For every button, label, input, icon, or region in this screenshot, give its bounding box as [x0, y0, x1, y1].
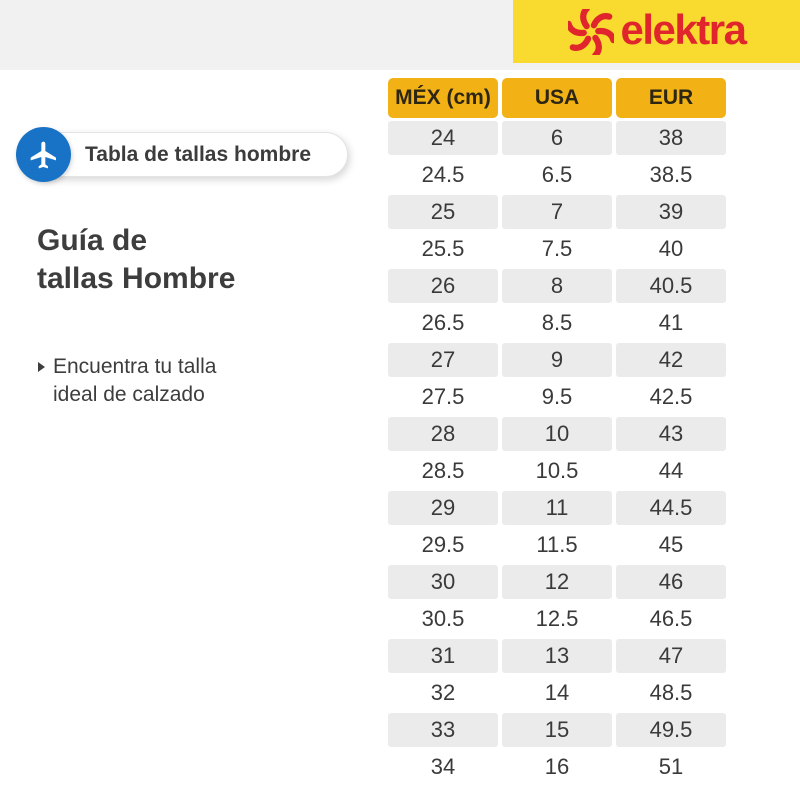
- brand-name: elektra: [620, 5, 746, 53]
- page-title: [37, 222, 235, 298]
- table-cell: 43: [616, 417, 726, 451]
- table-row: [388, 158, 726, 192]
- size-table: [388, 78, 726, 787]
- header-cell-eur: EUR: [616, 78, 726, 118]
- bullet-item: [38, 353, 216, 409]
- table-row: [388, 713, 726, 747]
- table-cell: 51: [658, 754, 684, 779]
- bullet-text: [53, 353, 216, 409]
- table-cell: 46: [616, 565, 726, 599]
- table-cell: 49.5: [616, 713, 726, 747]
- table-cell: 29.5: [421, 532, 465, 557]
- table-cell: 30: [388, 565, 498, 599]
- table-cell: 40.5: [616, 269, 726, 303]
- table-cell: 42: [616, 343, 726, 377]
- table-cell: 8.5: [541, 310, 573, 335]
- table-row: [388, 121, 726, 155]
- table-row: [388, 565, 726, 599]
- table-row: [388, 269, 726, 303]
- table-cell: 24.5: [421, 162, 465, 187]
- table-cell: 39: [616, 195, 726, 229]
- table-cell: 29: [388, 491, 498, 525]
- table-row: [388, 343, 726, 377]
- table-cell: 48.5: [649, 680, 693, 705]
- table-cell: 46.5: [649, 606, 693, 631]
- table-cell: 26.5: [421, 310, 465, 335]
- table-cell: 15: [502, 713, 612, 747]
- table-cell: 34: [430, 754, 456, 779]
- table-cell: 7: [502, 195, 612, 229]
- table-cell: 26: [388, 269, 498, 303]
- table-cell: 7.5: [541, 236, 573, 261]
- size-badge-pill: [30, 132, 348, 177]
- table-row: [388, 528, 726, 562]
- page-title-line2: tallas Hombre: [37, 262, 236, 295]
- table-row: [388, 454, 726, 488]
- table-cell: 27.5: [421, 384, 465, 409]
- table-row: [388, 417, 726, 451]
- page-title-line1: Guía de: [37, 224, 148, 257]
- table-cell: 40: [658, 236, 684, 261]
- table-cell: 6.5: [541, 162, 573, 187]
- bullet-text-line1: Encuentra tu talla: [53, 355, 217, 378]
- size-table-body: [388, 121, 726, 784]
- table-cell: 12.5: [535, 606, 579, 631]
- table-cell: 6: [502, 121, 612, 155]
- table-cell: 27: [388, 343, 498, 377]
- table-cell: 30.5: [421, 606, 465, 631]
- table-cell: 31: [388, 639, 498, 673]
- table-row: [388, 195, 726, 229]
- table-cell: 44: [658, 458, 684, 483]
- badge-label: Tabla de tallas hombre: [85, 142, 312, 166]
- table-cell: 11: [502, 491, 612, 525]
- table-cell: 8: [502, 269, 612, 303]
- table-row: [388, 232, 726, 266]
- table-cell: 45: [658, 532, 684, 557]
- pinwheel-icon: [568, 9, 614, 55]
- table-cell: 38.5: [649, 162, 693, 187]
- table-cell: 16: [544, 754, 570, 779]
- table-cell: 32: [430, 680, 456, 705]
- table-cell: 28.5: [421, 458, 465, 483]
- brand-logo-band: [513, 0, 800, 63]
- header-cell-mex: MÉX (cm): [388, 78, 498, 118]
- table-row: [388, 602, 726, 636]
- table-cell: 42.5: [649, 384, 693, 409]
- table-cell: 38: [616, 121, 726, 155]
- table-row: [388, 491, 726, 525]
- table-cell: 13: [502, 639, 612, 673]
- table-cell: 10.5: [535, 458, 579, 483]
- table-row: [388, 750, 726, 784]
- table-row: [388, 676, 726, 710]
- airplane-badge: [16, 127, 71, 182]
- table-cell: 24: [388, 121, 498, 155]
- bullet-text-line2: ideal de calzado: [53, 383, 205, 406]
- table-cell: 9.5: [541, 384, 573, 409]
- table-cell: 44.5: [616, 491, 726, 525]
- table-cell: 9: [502, 343, 612, 377]
- table-cell: 25.5: [421, 236, 465, 261]
- table-row: [388, 380, 726, 414]
- airplane-icon: [28, 139, 60, 171]
- table-row: [388, 639, 726, 673]
- table-cell: 14: [544, 680, 570, 705]
- table-header-row: [388, 78, 726, 118]
- header-cell-usa: USA: [502, 78, 612, 118]
- table-cell: 25: [388, 195, 498, 229]
- table-cell: 47: [616, 639, 726, 673]
- table-cell: 10: [502, 417, 612, 451]
- table-cell: 33: [388, 713, 498, 747]
- size-table-header: [388, 78, 726, 118]
- table-cell: 12: [502, 565, 612, 599]
- triangle-bullet-icon: [38, 362, 45, 372]
- table-cell: 28: [388, 417, 498, 451]
- table-row: [388, 306, 726, 340]
- table-cell: 11.5: [536, 532, 578, 557]
- table-cell: 41: [658, 310, 684, 335]
